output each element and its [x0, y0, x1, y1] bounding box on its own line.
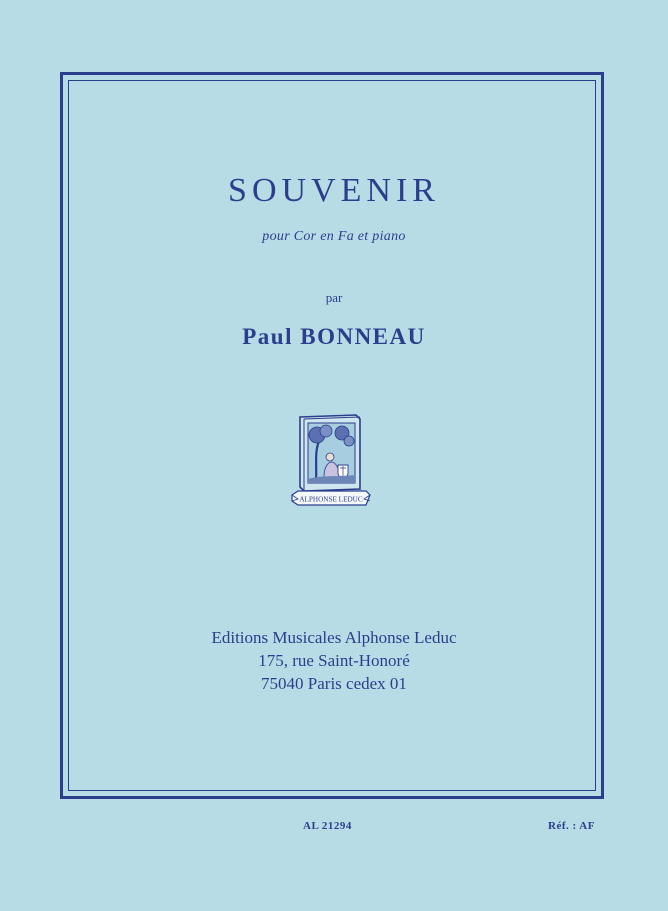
composer-name: Paul BONNEAU	[242, 324, 426, 349]
subtitle: pour Cor en Fa et piano	[262, 229, 406, 244]
publisher-name: Editions Musicales Alphonse Leduc	[211, 628, 457, 647]
reference-code: Réf. : AF	[548, 820, 595, 832]
publisher-city: 75040 Paris cedex 01	[261, 674, 407, 693]
publisher-logo	[290, 413, 372, 513]
publisher-street: 175, rue Saint-Honoré	[258, 651, 410, 670]
catalog-number: AL 21294	[303, 820, 352, 832]
logo-text: ALPHONSE LEDUC	[299, 495, 363, 504]
page-title: SOUVENIR	[228, 172, 440, 209]
by-label: par	[325, 290, 343, 305]
publisher-address	[0, 626, 668, 695]
